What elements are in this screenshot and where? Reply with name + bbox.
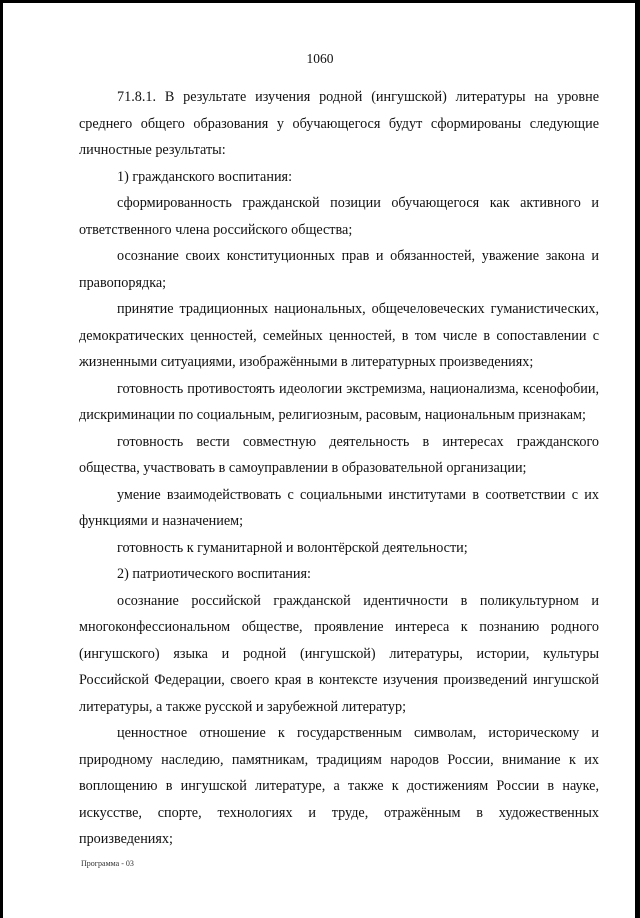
list-item: готовность противостоять идеологии экстремизма, национализма, ксенофобии, дискриминации по социальным, религиозным, расовым, национальным признакам;: [79, 380, 599, 423]
list-item: ценностное отношение к государственным символам, историческому и природному наследию, памятникам, традициям народов России, внимание к их воплощению в ингушской литературе, а также к достижениям России в науке, искусстве, спорте, технологиях и труде, отражённым в художественных произведениях;: [79, 725, 599, 847]
list-item: готовность к гуманитарной и волонтёрской деятельности;: [117, 539, 468, 556]
scan-border-top: [0, 0, 640, 3]
list-item: готовность вести совместную деятельность в интересах гражданского общества, участвовать в самоуправлении в образовательной организации;: [79, 433, 599, 476]
list-item: принятие традиционных национальных, общечеловеческих гуманистических, демократических ценностей, семейных ценностей, в том числе в сопоставлении с жизненными ситуациями, изображёнными в литературных произведениях;: [79, 301, 599, 370]
document-body: [79, 84, 599, 853]
section-heading-patriotic: 2) патриотического воспитания:: [117, 566, 311, 582]
paragraph-intro: 71.8.1. В результате изучения родной (ингушской) литературы на уровне среднего общего образования у обучающегося будут сформированы следующие личностные результаты:: [79, 89, 599, 158]
footer-note: Программа - 03: [81, 859, 134, 868]
list-item: осознание своих конституционных прав и обязанностей, уважение закона и правопорядка;: [79, 248, 599, 291]
list-item: осознание российской гражданской идентичности в поликультурном и многоконфессиональном обществе, проявление интереса к познанию родного (ингушского) языка и родной (ингушской) литературы, истории, культуры Российской Федерации, своего края в контексте изучения произведений ингушской литературы, а также русской и зарубежной литератур;: [79, 592, 599, 715]
page-number: 1060: [306, 51, 334, 66]
scan-border-right: [635, 0, 640, 918]
scan-border-left: [0, 0, 3, 918]
section-heading-civic: 1) гражданского воспитания:: [117, 168, 293, 185]
list-item: умение взаимодействовать с социальными институтами в соответствии с их функциями и назначением;: [79, 486, 599, 529]
list-item: сформированность гражданской позиции обучающегося как активного и ответственного члена российского общества;: [79, 195, 599, 238]
